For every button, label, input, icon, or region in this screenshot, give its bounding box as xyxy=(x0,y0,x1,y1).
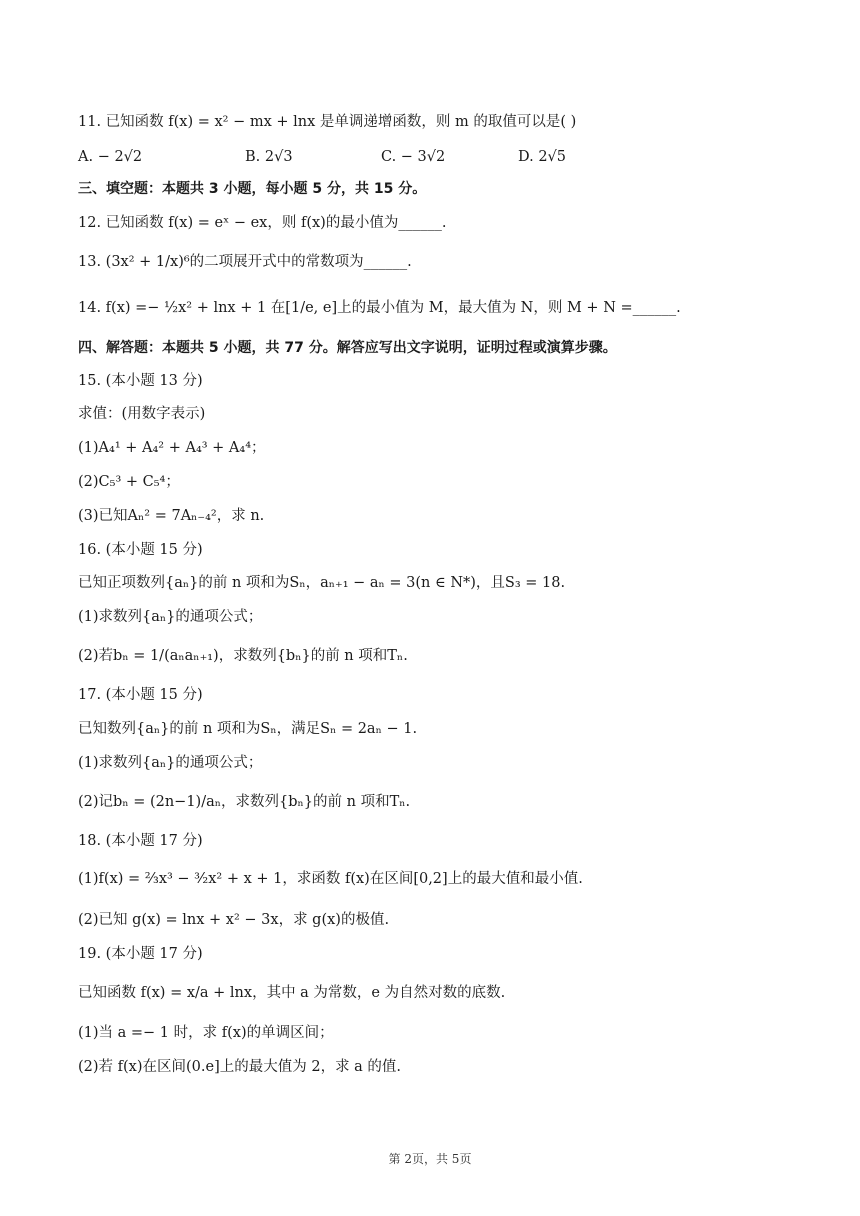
question-15-line: (3)已知Aₙ² = 7Aₙ₋₄²，求 n. xyxy=(78,508,265,524)
question-16-line: (1)求数列{aₙ}的通项公式； xyxy=(78,609,263,625)
question-18-line: (2)已知 g(x) = lnx + x² − 3x，求 g(x)的极值. xyxy=(78,912,390,928)
question-16-line: (2)若bₙ = 1/(aₙaₙ₊₁)，求数列{bₙ}的前 n 项和Tₙ. xyxy=(78,648,408,664)
question-11-stem: 11. 已知函数 f(x) = x² − mx + lnx 是单调递增函数，则 m 的取值可以是( ) xyxy=(78,114,577,130)
question-19-title: 19. (本小题 17 分) xyxy=(78,946,203,962)
question-18-line: (1)f(x) = ⅔x³ − ³⁄₂x² + x + 1，求函数 f(x)在区间[0,2]上的最大值和最小值. xyxy=(78,871,583,887)
choice-b: B. 2√3 xyxy=(245,149,293,165)
question-15-line: 求值：(用数字表示) xyxy=(78,406,206,422)
question-16-title: 16. (本小题 15 分) xyxy=(78,542,203,558)
question-18-title: 18. (本小题 17 分) xyxy=(78,833,203,849)
question-19-line: (2)若 f(x)在区间(0.e]上的最大值为 2，求 a 的值. xyxy=(78,1059,402,1075)
question-16-line: 已知正项数列{aₙ}的前 n 项和为Sₙ，aₙ₊₁ − aₙ = 3(n ∈ N*)，且S₃ = 18. xyxy=(78,575,566,591)
question-14: 14. f(x) =− ½x² + lnx + 1 在[1/e, e]上的最小值为 M，最大值为 N，则 M + N =______. xyxy=(78,300,681,316)
question-15-line: (1)A₄¹ + A₄² + A₄³ + A₄⁴； xyxy=(78,440,266,456)
question-15-line: (2)C₅³ + C₅⁴； xyxy=(78,474,180,490)
section-4-heading: 四、解答题：本题共 5 小题，共 77 分。解答应写出文字说明，证明过程或演算步骤。 xyxy=(78,340,617,356)
question-15-title: 15. (本小题 13 分) xyxy=(78,373,203,389)
question-13: 13. (3x² + 1/x)⁶的二项展开式中的常数项为______. xyxy=(78,254,412,270)
page-footer: 第 2页，共 5页 xyxy=(388,1152,472,1166)
question-12: 12. 已知函数 f(x) = eˣ − ex，则 f(x)的最小值为______. xyxy=(78,215,447,231)
question-17-line: 已知数列{aₙ}的前 n 项和为Sₙ，满足Sₙ = 2aₙ − 1. xyxy=(78,721,418,737)
question-17-title: 17. (本小题 15 分) xyxy=(78,687,203,703)
section-3-heading: 三、填空题：本题共 3 小题，每小题 5 分，共 15 分。 xyxy=(78,181,427,197)
choice-d: D. 2√5 xyxy=(518,149,567,165)
question-17-line: (2)记bₙ = (2n−1)/aₙ，求数列{bₙ}的前 n 项和Tₙ. xyxy=(78,794,411,810)
question-19-line: 已知函数 f(x) = x/a + lnx，其中 a 为常数，e 为自然对数的底数. xyxy=(78,985,506,1001)
choice-c: C. − 3√2 xyxy=(381,149,446,165)
question-17-line: (1)求数列{aₙ}的通项公式； xyxy=(78,755,263,771)
question-19-line: (1)当 a =− 1 时，求 f(x)的单调区间； xyxy=(78,1025,334,1041)
choice-a: A. − 2√2 xyxy=(78,149,143,165)
